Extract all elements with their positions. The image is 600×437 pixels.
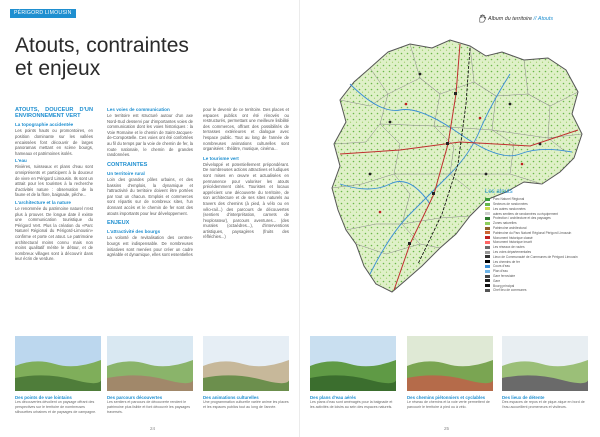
photo-caption-title: Des parcours découvertes xyxy=(107,395,163,400)
photo-caption-title: Des lieux de détente xyxy=(502,395,545,400)
legend-swatch xyxy=(485,289,490,292)
legend-label: Patrimoine du Parc Naturel Régional Périgord Limousin xyxy=(493,230,572,235)
region-tag: PÉRIGORD LIMOUSIN xyxy=(10,9,76,18)
photo-caption-text: Les plans d'eau sont aménagés pour la baignade et les activités de loisirs au sein des espaces naturels. xyxy=(310,400,393,409)
legend-label: Gare ferroviaire xyxy=(493,273,516,278)
legend-label: Les réseaux de routes xyxy=(493,245,525,250)
legend-label: Protection / architecture et des paysages xyxy=(493,216,551,221)
photo-6 xyxy=(502,336,588,391)
legend-swatch xyxy=(485,255,490,258)
page-number-left: 24 xyxy=(150,426,156,431)
photo-caption xyxy=(502,395,588,410)
photo-caption-title: Des plans d'eau aérés xyxy=(310,395,356,400)
legend-label: Chef lieu de communes xyxy=(493,288,527,293)
legend-label: Gare xyxy=(493,278,501,283)
paragraph: Loin des grandes pôles urbains, et des bassins d'emplois, la dynamique et l'attractivité du territoire doivent être portées par tout un chacun. Emplois et commerces sont répartis sur de nombreux sites, l'un donnant accès et le chemin de fer sont des atouts importants pour leur développement. xyxy=(107,176,193,216)
photo-caption-text: Une programmation culturelle variée anime les places et les espaces publics tout au long de l'année. xyxy=(203,400,289,409)
legend-items xyxy=(485,197,593,293)
legend-swatch xyxy=(485,198,490,201)
legend-label: Cours d'eau xyxy=(493,264,511,269)
legend-swatch xyxy=(485,227,490,230)
breadcrumb-accent: Atouts xyxy=(537,16,554,22)
photo-caption-text: Des espaces de repos et de pique-nique en bord de l'eau accueillent promeneurs et visiteurs. xyxy=(502,400,585,409)
subheading: L'eau xyxy=(15,158,27,164)
legend-label: Zones naturelles xyxy=(493,221,517,226)
photo-image xyxy=(502,336,588,391)
photo-caption-title: Des animations culturelles xyxy=(203,395,259,400)
legend-swatch xyxy=(485,203,490,206)
legend-swatch xyxy=(485,231,490,234)
paragraph: Le territoire est structuré autour d'un axe Nord-Sud desservi par d'importantes voies de communication dont les voies historiques : la Voie Romaine et le chemin de Saint-Jacques-de-Compostelle. Ces voies ont été confortées au fil du temps par la voie de chemin de fer, la route nationale, le chemin de grandes randonnées. xyxy=(107,113,193,158)
text-column-2 xyxy=(107,107,193,258)
photo-3 xyxy=(203,336,289,391)
photo-image xyxy=(407,336,493,391)
subheading: Le tourisme vert xyxy=(203,155,239,161)
text-column-3 xyxy=(203,107,289,240)
legend-label: Patrimoine architectural xyxy=(493,225,527,230)
legend-label: Les chemins de fer xyxy=(493,259,520,264)
section-heading-enjeux: ENJEUX xyxy=(107,220,130,227)
legend-swatch xyxy=(485,236,490,239)
photo-caption xyxy=(15,395,101,414)
photo-5 xyxy=(407,336,493,391)
breadcrumb-separator: // xyxy=(532,16,538,22)
subheading: La topographie accidentée xyxy=(15,122,74,128)
paragraph: Développé et potentiellement prépondérant. De nombreuses actions attractives et ludiques sont mises en œuvre et actualisées en permanence pour valoriser les atouts précédemment cités. Touristes et locaux apprécient une découverte du territoire, de son architecture et de ses sites naturels au travers des chemins (à pied, à vélo ou en vélo-rail...) des parcours de découvertes (sentiers d'interprétation, carnets de l'explorateur), parcours aventures... (des murales (octaèdres...), d'interventions artistiques, paysagères (fruits des réfléchies...) xyxy=(203,161,289,240)
photo-image xyxy=(107,336,193,391)
photo-2 xyxy=(107,336,193,391)
legend-swatch xyxy=(485,270,490,273)
paragraph: Rivières, ruisseaux et plans d'eau sont omniprésents et participent à la douceur de vivre en Périgord Limousin. Ils sont un attrait pour les touristes à la recherche d'activités nature : observation de la faune et de la flore, baignade, pêche... xyxy=(15,164,93,198)
breadcrumb-main: Album du territoire xyxy=(488,16,533,22)
photo-caption xyxy=(107,395,193,414)
photo-4 xyxy=(310,336,396,391)
legend-swatch xyxy=(485,217,490,220)
legend-swatch xyxy=(485,241,490,244)
section-item xyxy=(203,156,289,240)
photo-caption-text: Les découvertes dévoilent un paysage offrant des perspectives sur le territoire de nombreuses silhouettes urbaines et de paysages de campagne. xyxy=(15,400,97,414)
paragraph: Le renommée du patrimoine naturel n'est plus à prouver. De longue date il existe une communication touristique du Périgord Vert. Plus la création du «Parc Naturel Régional du Périgord-Limousin» confirme et porte cet atout. Le patrimoine architectural moins connu mais non moins qualitatif mérite le détour, et de nombreux villages sont à découvrir dans leur écrin de verdure. xyxy=(15,205,93,262)
subheading: L'architecture et la nature xyxy=(15,199,71,205)
photo-caption-text: Le réseau de chemins et la voie verte permettent de parcourir le territoire à pied ou à vélo. xyxy=(407,400,490,409)
subheading: Un territoire rural xyxy=(107,170,145,176)
legend-swatch xyxy=(485,246,490,249)
legend-swatch xyxy=(485,207,490,210)
album-hand-icon xyxy=(478,14,487,23)
text-column-1 xyxy=(15,107,93,262)
photo-image xyxy=(203,336,289,391)
map-legend xyxy=(485,188,593,293)
photo-caption xyxy=(407,395,493,410)
legend-label: Plan d'eau xyxy=(493,269,508,274)
section-item xyxy=(15,200,93,262)
photo-1 xyxy=(15,336,101,391)
section-item xyxy=(15,158,93,198)
legend-label: Monument historique inscrit xyxy=(493,240,532,245)
paragraph: pour le devenir de ce territoire. Des places et espaces publics ont été rénovés ou restructurés, permettant une meilleure lisibilité des commerces, offrant des possibilités de terrasses extérieures et dialogue avec l'espace public. Tout au long de l'année de nombreuses animations culturelles sont organisées : théâtre, musique, cinéma... xyxy=(203,107,289,152)
legend-item xyxy=(485,288,593,293)
page-number-right: 25 xyxy=(444,426,450,431)
section-item xyxy=(107,171,193,216)
legend-swatch xyxy=(485,284,490,287)
legend-swatch xyxy=(485,279,490,282)
photo-caption xyxy=(310,395,396,410)
legend-swatch xyxy=(485,251,490,254)
photo-caption-text: Les sentiers et parcours de découverte rendent le patrimoine plus lisible et font découvrir les paysages traversés. xyxy=(107,400,191,414)
paragraph: La volonté de revitalisation des centres-bourgs est indispensable. De nombreuses initiatives sont menées pour créer un cadre agréable et dynamique, elles sont essentielles xyxy=(107,235,193,258)
photo-image xyxy=(310,336,396,391)
photo-caption xyxy=(203,395,289,410)
section-item xyxy=(15,122,93,156)
section-heading-contraintes: CONTRAINTES xyxy=(107,161,148,168)
legend-label: Secteurs de randonnées xyxy=(493,201,528,206)
section-item xyxy=(107,229,193,257)
legend-label: Lieux de Communauté de Communes de Périgord Limousin xyxy=(493,254,578,259)
legend-label: autres sentiers de randonnées ou équipement xyxy=(493,211,559,216)
section-heading-atouts: ATOUTS, DOUCEUR D'UN ENVIRONNEMENT VERT xyxy=(15,107,93,120)
legend-swatch xyxy=(485,222,490,225)
legend-swatch xyxy=(485,265,490,268)
paragraph: Les points hauts ou promontoires, en position dominante sur les vallées encaissées font découvrir de larges panoramas mettant en scène bourgs, hameaux et patrimoines isolés. xyxy=(15,128,93,156)
title-line-2: et enjeux xyxy=(15,57,101,80)
breadcrumb xyxy=(488,16,553,22)
legend-label: Les voies départementales xyxy=(493,249,532,254)
legend-label: Monument historique classé xyxy=(493,235,533,240)
subheading: Les voies de communication xyxy=(107,107,170,112)
legend-label: Bourg principal xyxy=(493,283,515,288)
legend-title: Les atouts xyxy=(485,189,513,195)
legend-label: Les autres randonnées xyxy=(493,206,526,211)
title-line-1: Atouts, contraintes xyxy=(15,34,189,57)
legend-label: Parc Naturel Régional xyxy=(493,197,525,202)
photo-caption-title: Des points de vue lointains xyxy=(15,395,72,400)
page-title xyxy=(15,34,189,80)
photo-caption-title: Des chemins piétonniers et cyclables xyxy=(407,395,486,400)
legend-swatch xyxy=(485,212,490,215)
section-item xyxy=(107,107,193,158)
photo-image xyxy=(15,336,101,391)
legend-swatch xyxy=(485,275,490,278)
legend-swatch xyxy=(485,260,490,263)
subheading: L'attractivité des bourgs xyxy=(107,229,161,235)
